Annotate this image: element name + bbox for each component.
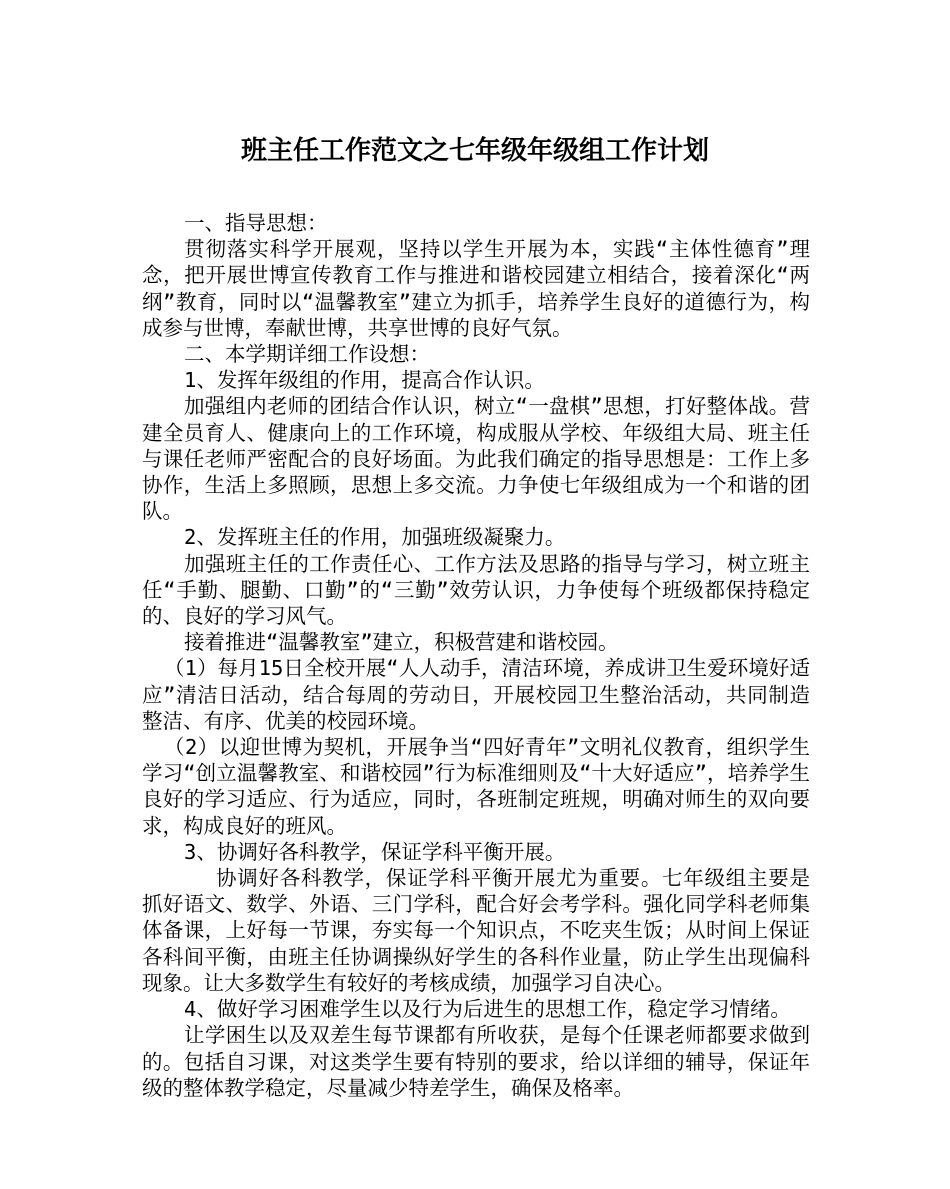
paragraph-item-4: 让学困生以及双差生每节课都有所收获，是每个任课老师都要求做到的。包括自习课，对这类学生要有特别的要求，给以详细的辅导，保证年级的整体教学稳定，尽量减少特差学生，确保及格率。: [142, 1023, 810, 1100]
paragraph-guiding-thought: 贯彻落实科学开展观，坚持以学生开展为本，实践“主体性德育”理念，把开展世博宣传教育工作与推进和谐校园建立相结合，接着深化“两纲”教育，同时以“温馨教室”建立为抓手，培养学生良好的道德行为，构成参与世博，奉献世博，共享世博的良好气氛。: [142, 237, 810, 340]
item-heading-3: 3、协调好各科教学，保证学科平衡开展。: [184, 839, 566, 864]
document-title: 班主任工作范文之七年级年级组工作计划: [240, 136, 709, 166]
section-heading-work-plan: 二、本学期详细工作设想：: [184, 342, 430, 367]
item-heading-2: 2、发挥班主任的作用，加强班级凝聚力。: [184, 525, 566, 550]
item-heading-1: 1、发挥年级组的作用，提高合作认识。: [184, 368, 545, 393]
paragraph-item-2: 加强班主任的工作责任心、工作方法及思路的指导与学习，树立班主任“手勤、腿勤、口勤”的“三勤”效劳认识，力争使每个班级都保持稳定的、良好的学习风气。: [142, 551, 810, 629]
paragraph-item-1: 加强组内老师的团结合作认识，树立“一盘棋”思想，打好整体战。营建全员育人、健康向上的工作环境，构成服从学校、年级组大局、班主任与课任老师严密配合的良好场面。为此我们确定的指导思想是：工作上多协作，生活上多照顾，思想上多交流。力争使七年级组成为一个和谐的团队。: [142, 394, 810, 524]
item-heading-4: 4、做好学习困难学生以及行为后进生的思想工作，稳定学习情绪。: [184, 997, 791, 1022]
section-heading-guiding-thought: 一、指导思想：: [184, 211, 328, 235]
paragraph-warm-classroom: 接着推进“温馨教室”建立，积极营建和谐校园。: [184, 630, 619, 655]
paragraph-sub-1: （1）每月15日全校开展“人人动手，清洁环境，养成讲卫生爱环境好适应”清洁日活动，结合每周的劳动日，开展校园卫生整治活动，共同制造整洁、有序、优美的校园环境。: [142, 656, 810, 733]
paragraph-item-3: 协调好各科教学，保证学科平衡开展尤为重要。七年级组主要是抓好语文、数学、外语、三门学科，配合好会考学科。强化同学科老师集体备课，上好每一节课，夯实每一个知识点，不吃夹生饭；从时间上保证各科间平衡，由班主任协调操纵好学生的各科作业量，防止学生出现偏科现象。让大多数学生有较好的考核成绩，加强学习自决心。: [142, 866, 810, 995]
paragraph-sub-2: （2）以迎世博为契机，开展争当“四好青年”文明礼仪教育，组织学生学习“创立温馨教室、和谐校园”行为标准细则及“十大好适应”，培养学生良好的学习适应、行为适应，同时，各班制定班规，明确对师生的双向要求，构成良好的班风。: [142, 735, 810, 838]
document-body: [142, 210, 810, 1101]
